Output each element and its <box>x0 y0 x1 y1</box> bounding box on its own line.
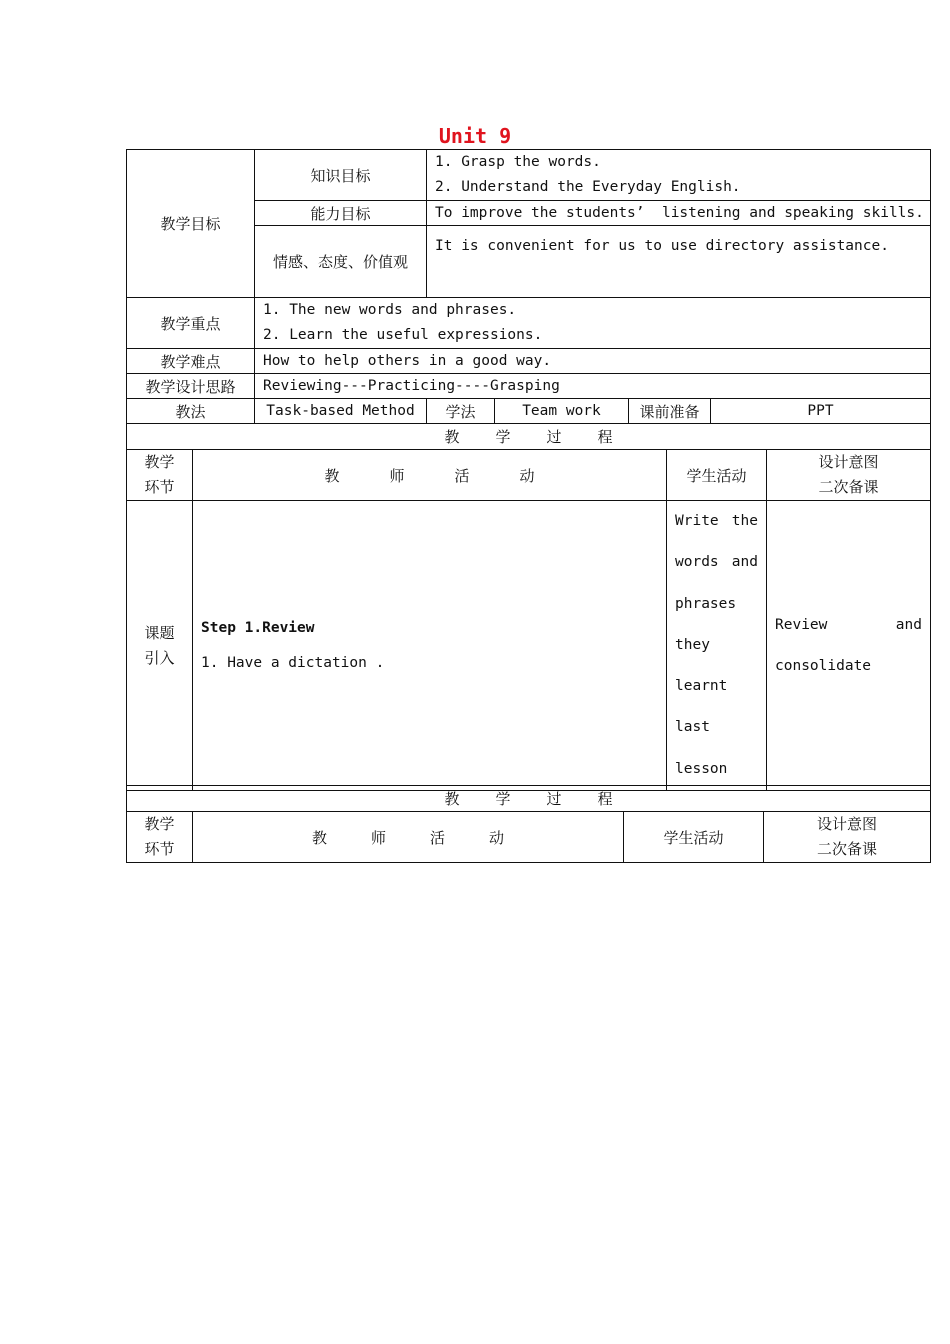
key-point-line-1: 1. The new words and phrases. <box>263 302 517 318</box>
teacher-activity-header-2: 教 师 活 动 <box>193 812 624 863</box>
knowledge-objective-label: 知识目标 <box>255 150 427 201</box>
intro-stage-label: 课题 引入 <box>127 501 193 791</box>
process-title: 教 学 过 程 <box>127 424 931 450</box>
teaching-method-label: 教法 <box>127 399 255 424</box>
key-point-line-2: 2. Learn the useful expressions. <box>263 327 543 343</box>
process-table-1 <box>126 423 931 791</box>
learning-method-label: 学法 <box>427 399 495 424</box>
lesson-plan-table <box>126 149 931 424</box>
process-table-2 <box>126 785 931 863</box>
step-title: Step 1.Review <box>201 619 315 636</box>
ability-objective-text: To improve the students’ listening and speaking skills. <box>427 201 931 226</box>
preparation-value: PPT <box>711 399 931 424</box>
preparation-label: 课前准备 <box>629 399 711 424</box>
design-intent-header-2: 设计意图 二次备课 <box>764 812 931 863</box>
emotion-objective-text: It is convenient for us to use directory assistance. <box>427 226 931 298</box>
design-text: Reviewing---Practicing----Grasping <box>255 374 931 399</box>
intro-design-intent: Review and consolidate <box>767 501 931 791</box>
knowledge-line-1: 1. Grasp the words. <box>435 154 601 170</box>
knowledge-objective-cell <box>427 150 931 201</box>
intro-teacher-activity <box>193 501 667 791</box>
key-points-label: 教学重点 <box>127 298 255 349</box>
student-activity-header: 学生活动 <box>667 450 767 501</box>
difficulty-label: 教学难点 <box>127 349 255 374</box>
stage-header: 教学 环节 <box>127 450 193 501</box>
knowledge-line-2: 2. Understand the Everyday English. <box>435 179 741 195</box>
objectives-label: 教学目标 <box>127 150 255 298</box>
emotion-objective-label: 情感、态度、价值观 <box>255 226 427 298</box>
teaching-method-value: Task-based Method <box>255 399 427 424</box>
key-points-cell <box>255 298 931 349</box>
step-item: 1. Have a dictation . <box>201 654 385 671</box>
learning-method-value: Team work <box>495 399 629 424</box>
page-title: Unit 9 <box>438 124 512 148</box>
ability-objective-label: 能力目标 <box>255 201 427 226</box>
process-title-2: 教 学 过 程 <box>127 786 931 812</box>
teacher-activity-header: 教 师 活 动 <box>193 450 667 501</box>
student-activity-header-2: 学生活动 <box>624 812 764 863</box>
stage-header-2: 教学 环节 <box>127 812 193 863</box>
design-intent-header: 设计意图 二次备课 <box>767 450 931 501</box>
design-label: 教学设计思路 <box>127 374 255 399</box>
difficulty-text: How to help others in a good way. <box>255 349 931 374</box>
intro-student-activity: Write the words and phrases they learnt last lesson <box>667 501 767 791</box>
